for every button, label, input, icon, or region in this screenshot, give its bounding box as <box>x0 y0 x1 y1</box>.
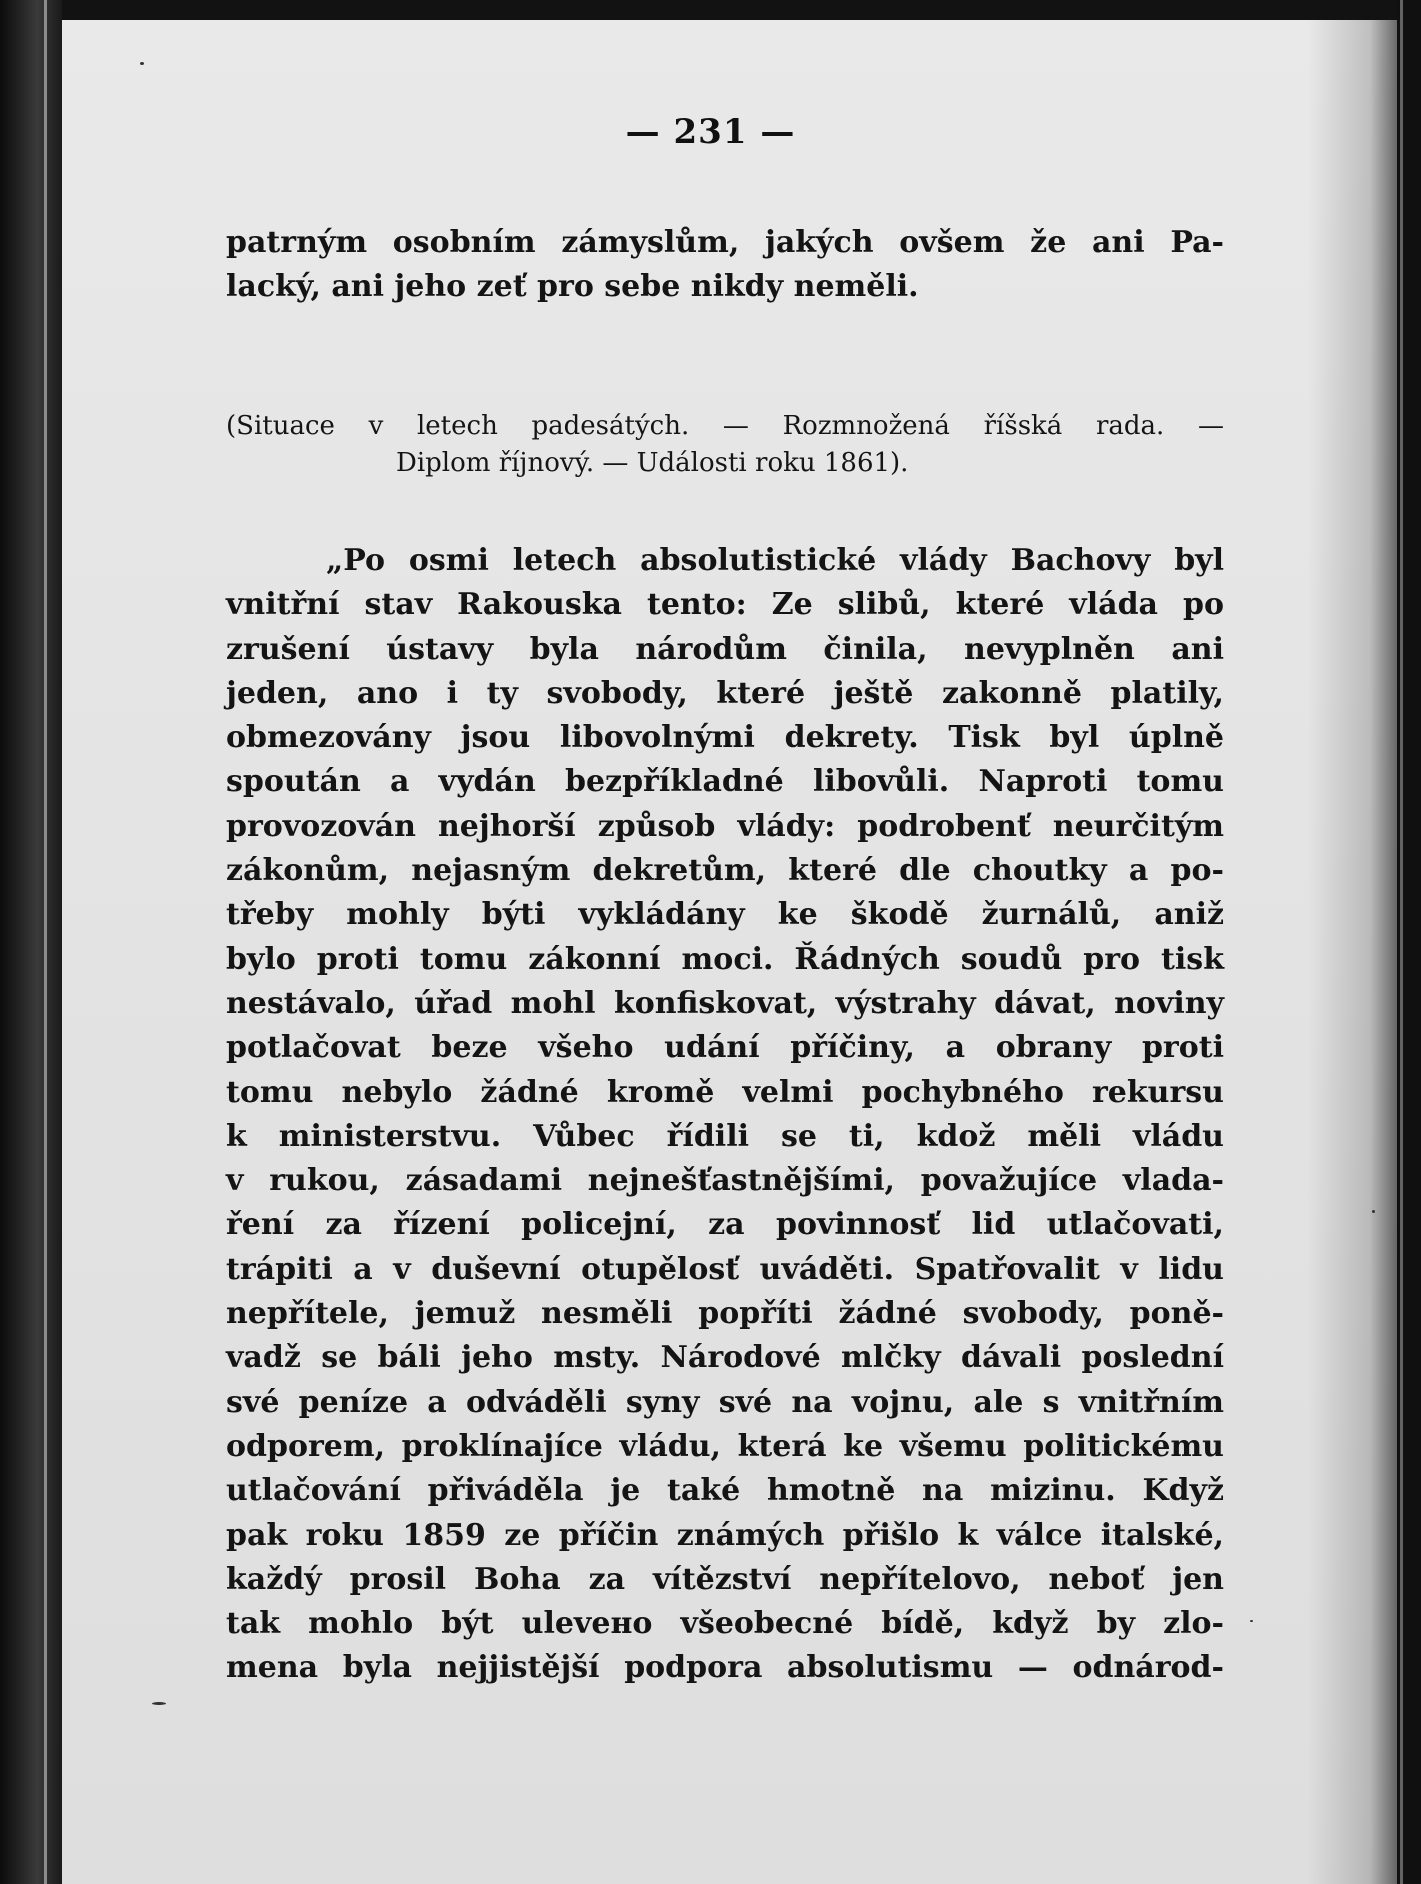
text-line: provozován nejhorší způsob vlády: podrobenť neurčitým <box>226 808 1224 844</box>
text-line: odporem, proklínajíce vládu, která ke všemu politickému <box>226 1428 1224 1464</box>
text-line: třeby mohly býti vykládány ke škodě žurnálů, aniž <box>226 897 1224 933</box>
dust-speck <box>1250 1620 1253 1622</box>
dust-speck <box>1372 1210 1375 1213</box>
section-summary <box>226 408 1224 482</box>
text-line: v rukou, zásadami nejnešťastnějšími, považujíce vlada- <box>226 1163 1224 1199</box>
text-line: mena byla nejjistější podpora absolutismu — odnárod- <box>226 1650 1224 1686</box>
text-line: tomu nebylo žádné kromě velmi pochybného rekursu <box>226 1074 1224 1110</box>
text-line: zákonům, nejasným dekretům, které dle choutky a po- <box>226 853 1224 889</box>
section-summary-line: Diplom říjnový. — Události roku 1861). <box>396 448 909 478</box>
text-line: „Po osmi letech absolutistické vlády Bachovy byl <box>326 543 1224 578</box>
text-line: bylo proti tomu zákonní moci. Řádných soudů pro tisk <box>226 941 1224 977</box>
section-summary-line: (Situace v letech padesátých. — Rozmnožená říšská rada. — <box>226 411 1224 441</box>
text-line: vnitřní stav Rakouska tento: Ze slibů, které vláda po <box>226 587 1224 623</box>
text-line: své peníze a odváděli syny své na vojnu, ale s vnitřním <box>226 1384 1224 1420</box>
text-line: jeden, ano i ty svobody, které ještě zakonně platily, <box>226 675 1224 711</box>
facing-page-edge-line <box>44 0 47 1884</box>
text-line: zrušení ústavy byla národům činila, nevyplněn ani <box>226 631 1224 667</box>
text-line: utlačování přiváděla je také hmotně na mizinu. Když <box>226 1473 1224 1509</box>
page-number: — 231 — <box>625 112 796 152</box>
text-line: každý prosil Boha za vítězství nepřítelovo, neboť jen <box>226 1561 1224 1597</box>
text-line: ření za řízení policejní, za povinnosť lid utlačovati, <box>226 1207 1224 1243</box>
body-paragraph <box>226 539 1224 1691</box>
text-line: nepřítele, jemuž nesměli popříti žádné svobody, poně- <box>226 1296 1224 1332</box>
text-line: pak roku 1859 ze příčin známých přišlo k válce italské, <box>226 1517 1224 1553</box>
dust-speck <box>152 1702 166 1705</box>
intro-paragraph <box>226 221 1224 310</box>
text-line: lacký, ani jeho zeť pro sebe nikdy neměli. <box>226 269 919 305</box>
text-line: trápiti a v duševní otupělosť uváděti. Spatřovalit v lidu <box>226 1251 1224 1287</box>
text-line: vadž se báli jeho msty. Národové mlčky dávali poslední <box>226 1340 1224 1376</box>
text-line: tak mohlo být ulevено všeobecné bídě, když by zlo- <box>226 1606 1224 1642</box>
text-line: obmezovány jsou libovolnými dekrety. Tisk byl úplně <box>226 720 1224 756</box>
scan-right-border-line <box>1400 0 1403 1884</box>
text-line: patrným osobním zámyslům, jakých ovšem že ani Pa- <box>226 225 1224 260</box>
facing-page-edge <box>0 0 62 1884</box>
text-line: spoután a vydán bezpříkladné libovůli. Naproti tomu <box>226 764 1224 800</box>
dust-speck <box>140 62 144 65</box>
text-line: nestávalo, úřad mohl konfiskovat, výstrahy dávat, noviny <box>226 985 1224 1021</box>
text-line: k ministerstvu. Vůbec řídili se ti, kdož měli vládu <box>226 1118 1224 1154</box>
page-shadow <box>1307 20 1397 1884</box>
text-line: potlačovat beze všeho udání příčiny, a obrany proti <box>226 1030 1224 1066</box>
scan-top-border <box>62 0 1421 20</box>
